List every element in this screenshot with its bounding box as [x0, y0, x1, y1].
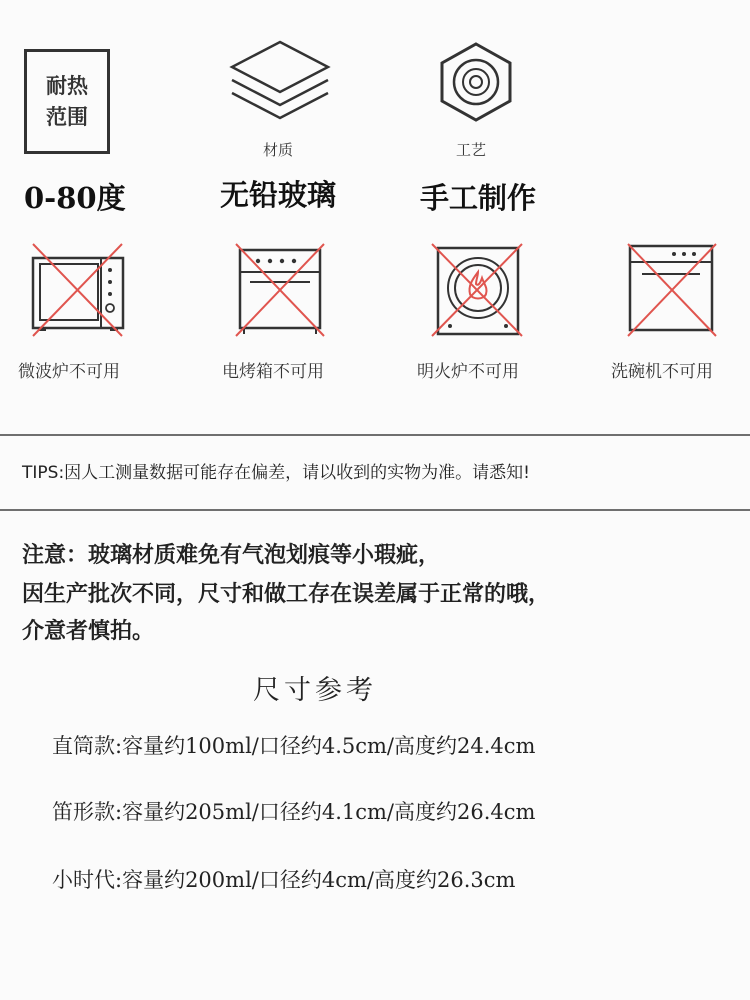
material-value: 无铅玻璃 — [220, 178, 337, 212]
craft-label: 工艺 — [456, 141, 487, 159]
size-reference-title: 尺寸参考 — [253, 675, 377, 706]
spec-flute: 笛形款:容量约205ml/口径约4.1cm/高度约26.4cm — [52, 800, 536, 824]
material-label: 材质 — [263, 141, 294, 159]
tips-bottom-divider — [0, 509, 750, 511]
warning-label-oven: 电烤箱不可用 — [222, 362, 324, 382]
warning-label-flame-stove: 明火炉不可用 — [417, 362, 519, 382]
tips-top-divider — [0, 434, 750, 436]
heat-range-label: 耐热范围 — [46, 73, 88, 129]
dishwasher-icon — [626, 242, 718, 337]
tips-text: TIPS:因人工测量数据可能存在偏差，请以收到的实物为准。请悉知! — [22, 463, 530, 483]
craft-value: 手工制作 — [420, 181, 537, 215]
hexagon-nut-icon — [440, 42, 512, 122]
warning-label-microwave: 微波炉不可用 — [18, 362, 120, 382]
note-line-3: 介意者慎拍。 — [22, 619, 155, 644]
microwave-icon — [30, 242, 125, 337]
note-line-1: 注意：玻璃材质难免有气泡划痕等小瑕疵， — [22, 543, 441, 568]
warning-label-dishwasher: 洗碗机不可用 — [611, 362, 713, 382]
note-line-2: 因生产批次不同，尺寸和做工存在误差属于正常的哦， — [22, 582, 551, 607]
oven-icon — [234, 242, 326, 337]
flame-stove-icon — [430, 242, 525, 337]
layers-icon — [228, 40, 333, 130]
spec-xiaoshidai: 小时代:容量约200ml/口径约4cm/高度约26.3cm — [52, 868, 516, 892]
heat-range-box — [24, 49, 110, 154]
spec-straight: 直筒款:容量约100ml/口径约4.5cm/高度约24.4cm — [52, 734, 536, 758]
heat-range-value: 0-80度 — [24, 181, 126, 215]
